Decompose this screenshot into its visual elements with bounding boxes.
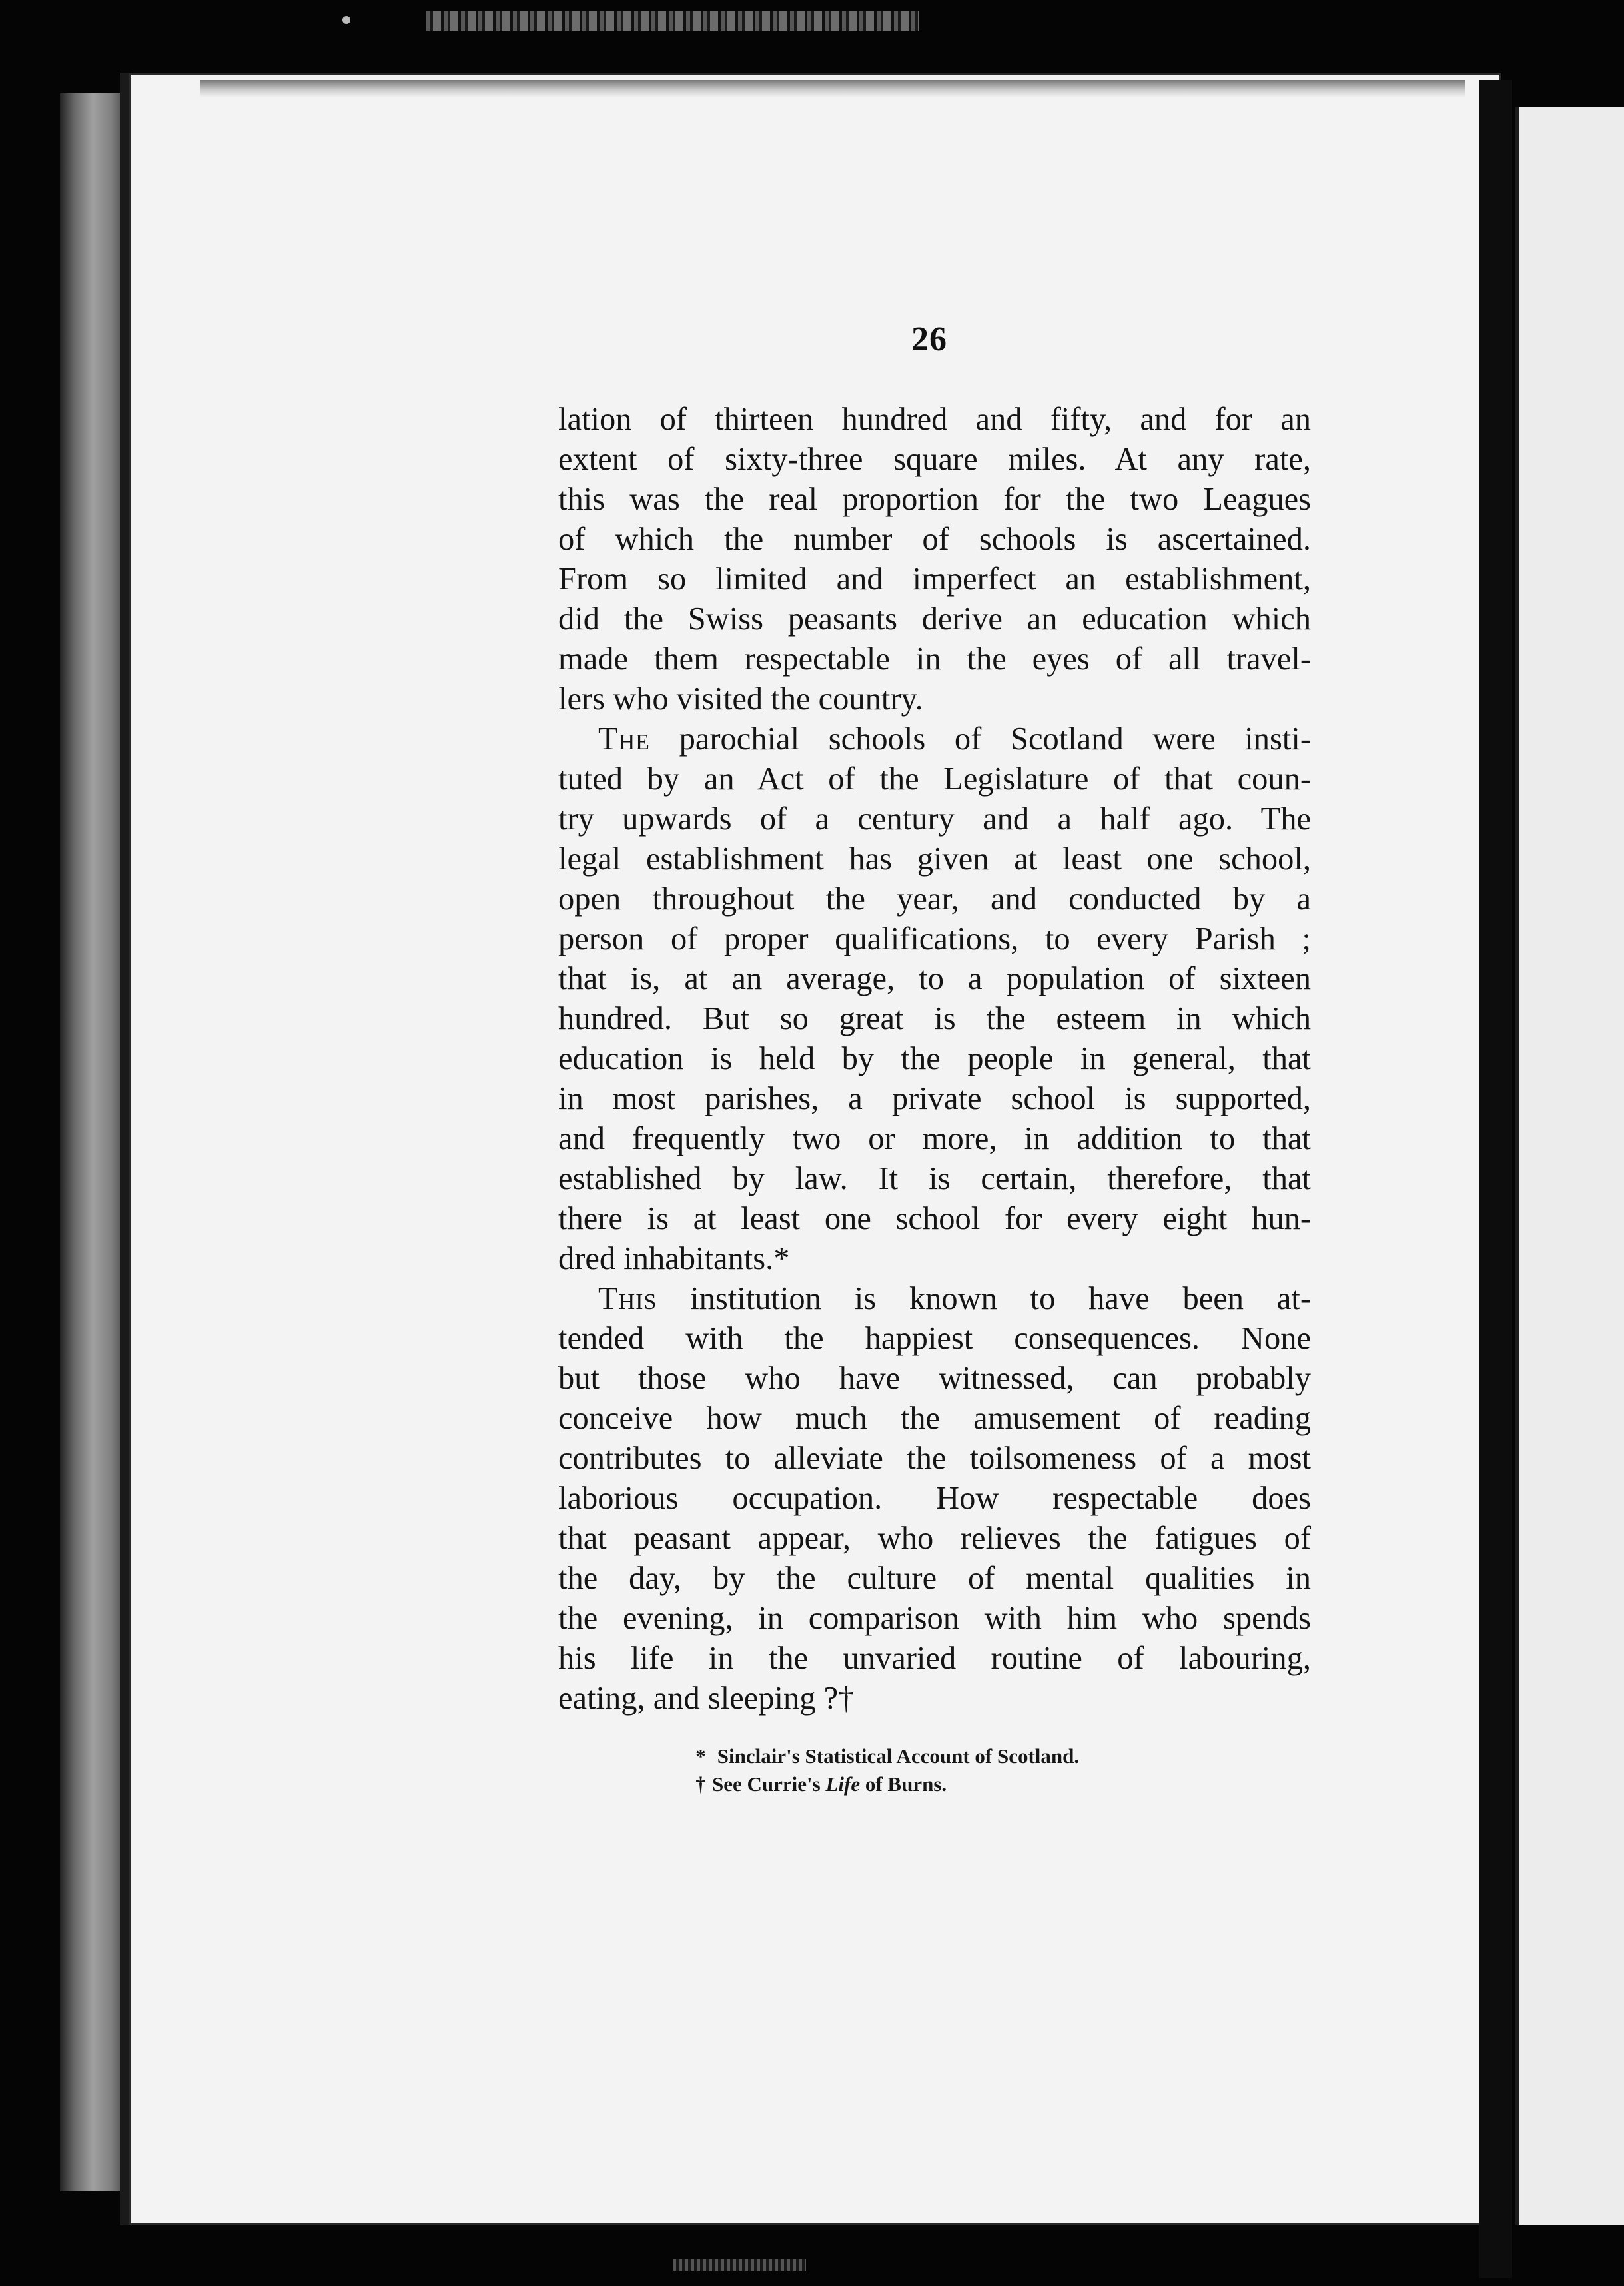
footnote [689, 1770, 1316, 1798]
text-line: conceive how much the amusement of reading [558, 1401, 1311, 1436]
text-line: try upwards of a century and a half ago. The [558, 801, 1311, 837]
paragraph-opening-word: The [598, 721, 650, 757]
footnote-mark: * [695, 1744, 706, 1768]
paragraph-first-line [558, 1279, 1311, 1319]
page-edge-top [200, 80, 1465, 97]
footnote-text: See Currie's [712, 1772, 826, 1796]
text-line: education is held by the people in general, that [558, 1041, 1311, 1076]
footnote-title: Life [825, 1772, 861, 1796]
text-line: and frequently two or more, in addition to that [558, 1121, 1311, 1156]
text-line: tended with the happiest consequences. None [558, 1321, 1311, 1356]
scan-speck [342, 16, 350, 24]
text-line: extent of sixty-three square miles. At any rate, [558, 442, 1311, 477]
text-line: legal establishment has given at least one school, [558, 841, 1311, 877]
text-fragment: parochial schools of Scotland were insti- [649, 721, 1311, 757]
text-line: dred inhabitants.* [558, 1241, 790, 1276]
scan-footer-artifact [673, 2259, 806, 2271]
text-line: person of proper qualifications, to every Parish ; [558, 921, 1311, 956]
text-line: did the Swiss peasants derive an education which [558, 601, 1311, 637]
footnote-mark: † [695, 1772, 706, 1796]
text-line: the evening, in comparison with him who spends [558, 1601, 1311, 1636]
text-line: there is at least one school for every eight hun- [558, 1201, 1311, 1236]
text-line: contributes to alleviate the toilsomeness of a most [558, 1441, 1311, 1476]
text-line: this was the real proportion for the two Leagues [558, 482, 1311, 517]
text-line: that peasant appear, who relieves the fatigues of [558, 1521, 1311, 1556]
binding-gutter [1479, 80, 1512, 2278]
paragraph-first-line [558, 719, 1311, 759]
text-line: that is, at an average, to a population of sixteen [558, 961, 1311, 996]
text-line: lation of thirteen hundred and fifty, and for an [558, 402, 1311, 437]
footnotes [689, 1742, 1316, 1798]
text-line: tuted by an Act of the Legislature of that coun- [558, 761, 1311, 797]
text-line: laborious occupation. How respectable does [558, 1481, 1311, 1516]
footnote-text: Sinclair's Statistical Account of Scotland. [717, 1744, 1080, 1768]
text-line: of which the number of schools is ascertained. [558, 522, 1311, 557]
text-fragment: institution is known to have been at- [657, 1281, 1311, 1316]
text-line: open throughout the year, and conducted by a [558, 881, 1311, 917]
footnote-text: of Burns. [860, 1772, 947, 1796]
text-line: hundred. But so great is the esteem in which [558, 1001, 1311, 1036]
scan-header-artifact [426, 11, 919, 31]
body-text [558, 400, 1311, 1718]
text-line: but those who have witnessed, can probably [558, 1361, 1311, 1396]
text-line: established by law. It is certain, therefore, that [558, 1161, 1311, 1196]
page-number: 26 [911, 320, 947, 358]
text-line: the day, by the culture of mental qualities in [558, 1561, 1311, 1596]
text-line: eating, and sleeping ?† [558, 1681, 855, 1716]
paragraph-opening-word: This [598, 1281, 657, 1316]
text-line: lers who visited the country. [558, 681, 923, 717]
text-line: his life in the unvaried routine of labouring, [558, 1641, 1311, 1676]
footnote [689, 1742, 1316, 1770]
facing-page-edge [1515, 107, 1624, 2225]
text-line: From so limited and imperfect an establishment, [558, 562, 1311, 597]
text-line: in most parishes, a private school is supported, [558, 1081, 1311, 1116]
text-line: made them respectable in the eyes of all travel- [558, 641, 1311, 677]
